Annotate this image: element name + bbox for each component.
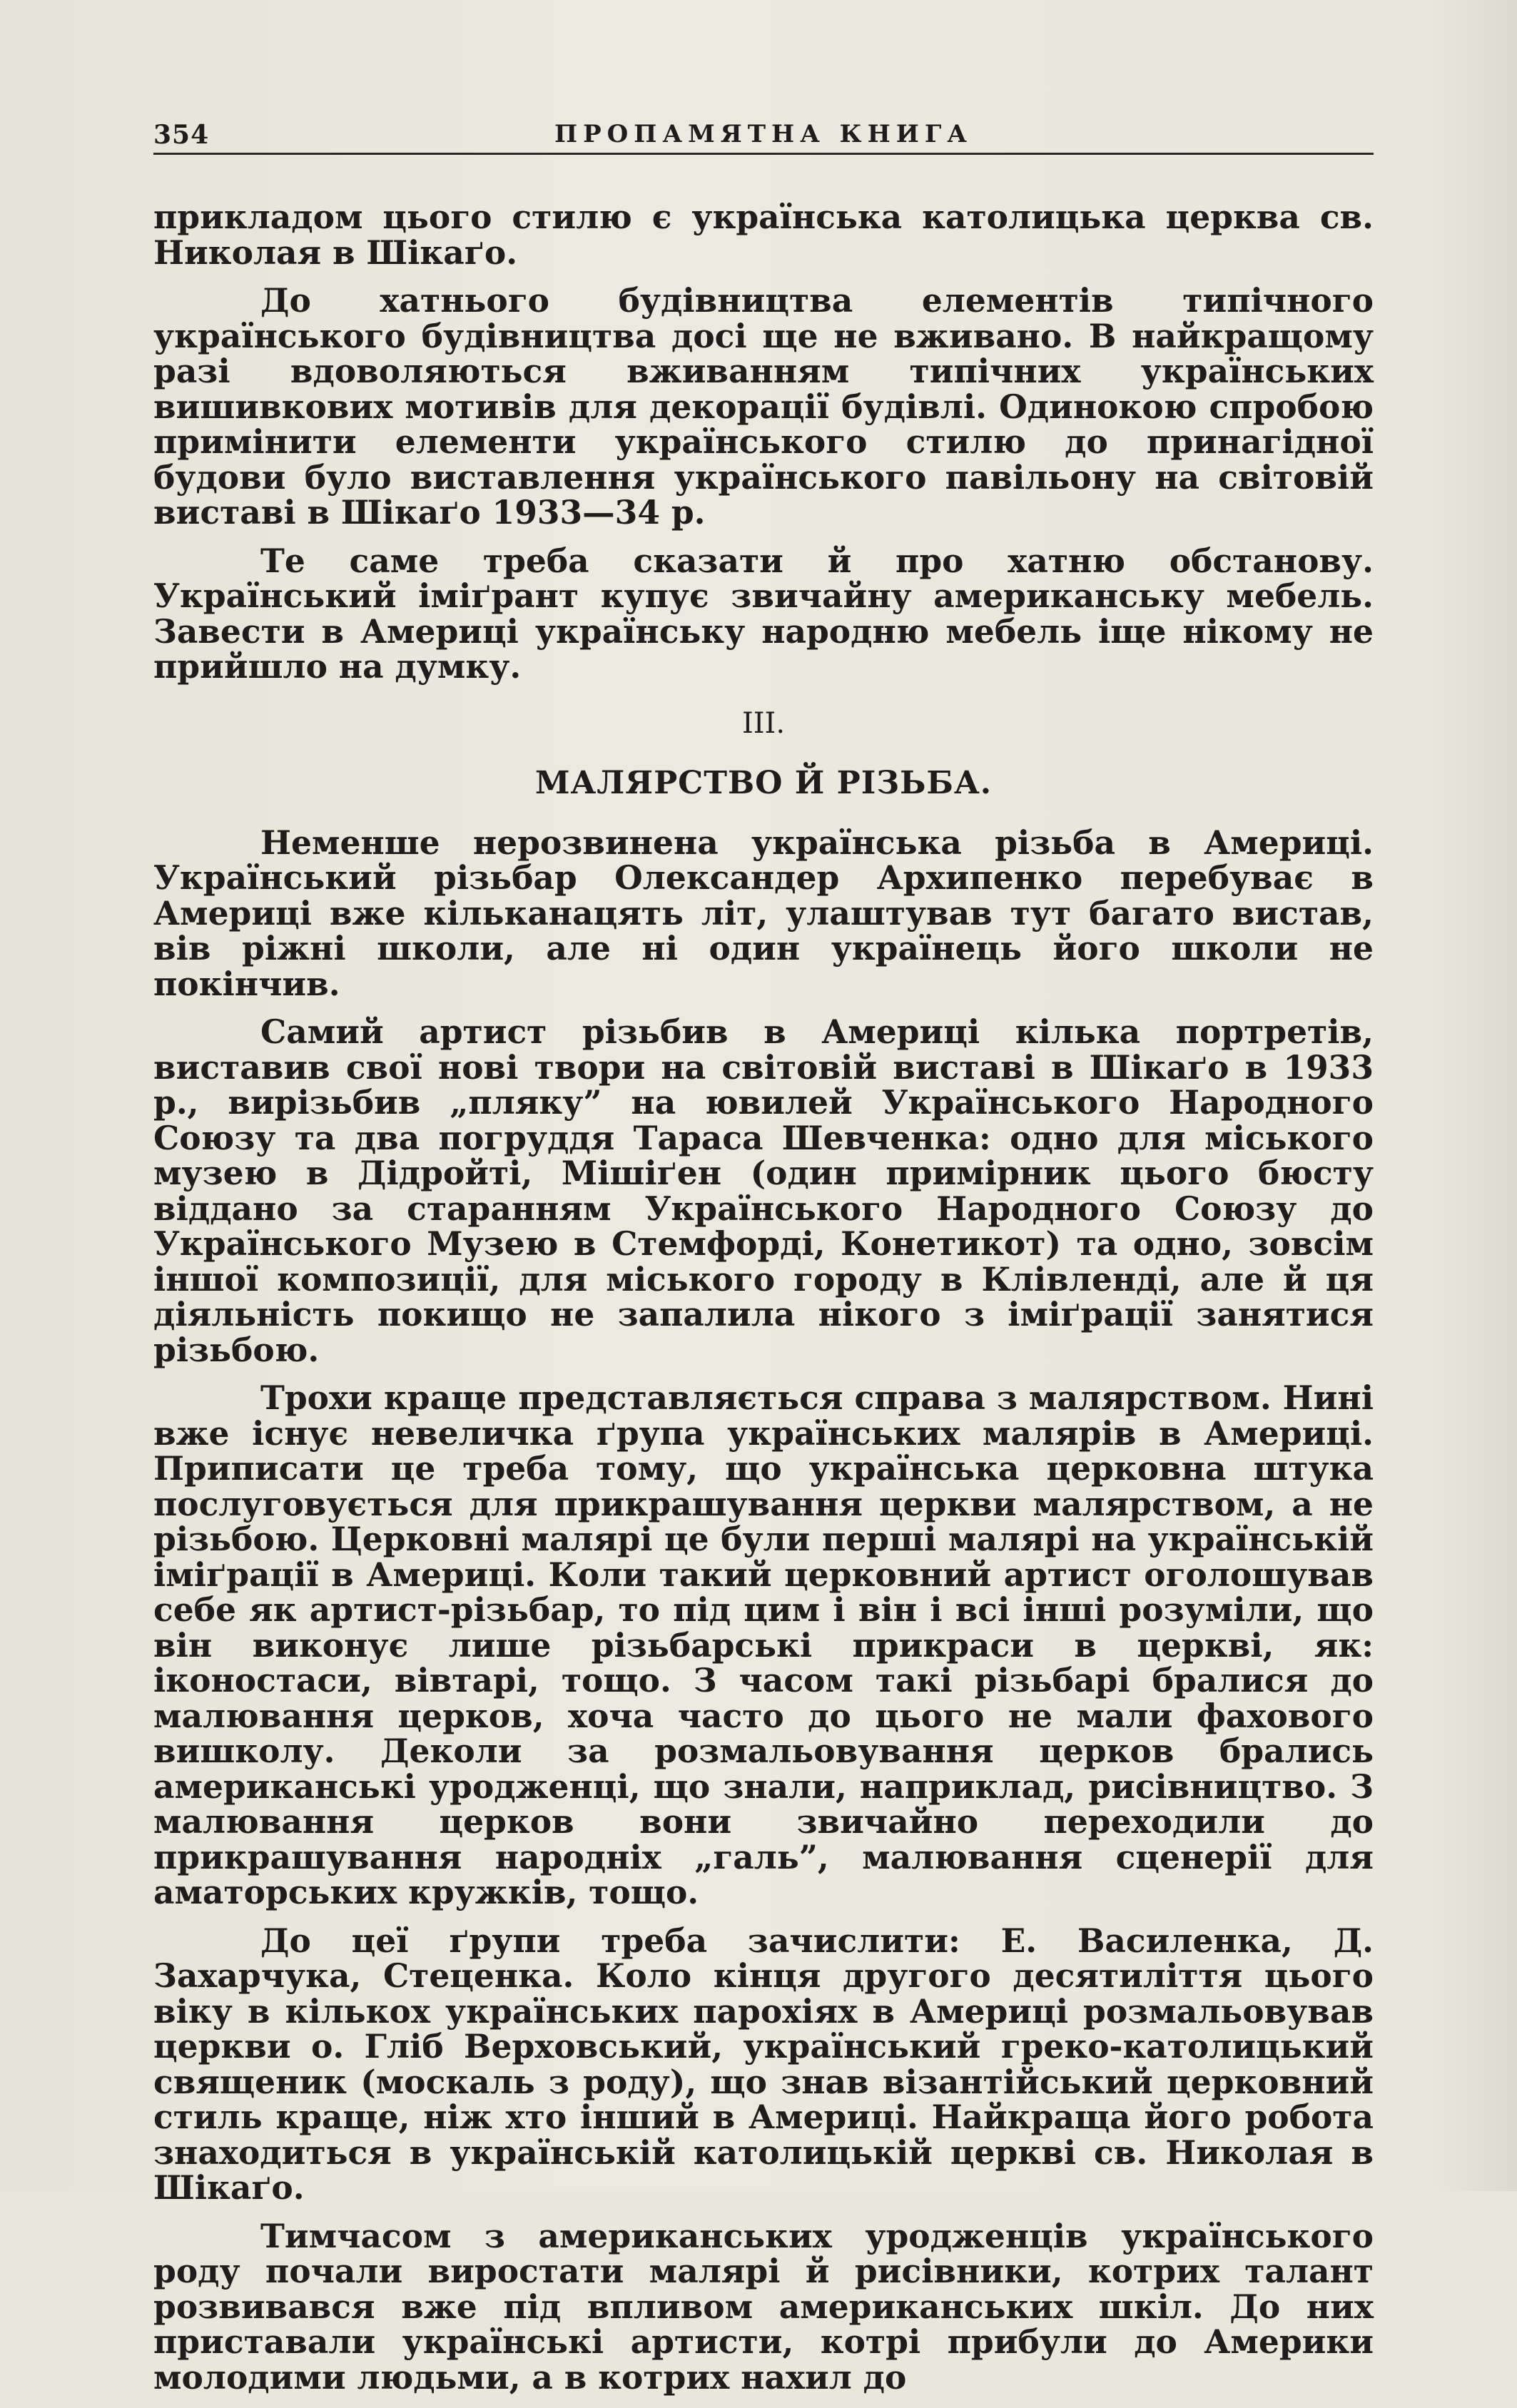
- paragraph: Самий артист різьбив в Америці кілька портретів, виставив свої нові твори на світовій виставі в Шікаґо в 1933 р., вирізьбив „пляку” на ювилей Українського Народного Союзу та два погруддя Тараса Шевченка: одно для міського музею в Дідройті, Мішіґен (один примірник цього бюсту віддано за старанням Українського Народного Союзу до Українського Музею в Стемфорді, Конетикот) та одно, зовсім іншої композиції, для міського городу в Клівленді, але й ця діяльність покищо не запалила нікого з іміґрації занятися різьбою.: [153, 1012, 1374, 1369]
- paragraph: До цеї ґрупи треба зачислити: Е. Василенка, Д. Захарчука, Стеценка. Коло кінця другого десятиліття цього віку в кількох українських парохіях в Америці розмальовував церкви о. Гліб Верховський, український греко-католицький священик (москаль з роду), що знав візантійський церковний стиль краще, ніж хто інший в Америці. Найкраща його робота знаходиться в українській католицькій церкві св. Николая в Шікаґо.: [153, 1921, 1374, 2207]
- paragraph: Тимчасом з американських уродженців українського роду почали виростати малярі й рисівники, котрих талант розвивався вже під впливом американських шкіл. До них приставали українські артисти, котрі прибули до Америки молодими людьми, а в котрих нахил до: [153, 2216, 1374, 2397]
- page-body: [153, 200, 1374, 2408]
- paragraph: Неменше нерозвинена українська різьба в Америці. Український різьбар Олександер Архипенко перебуває в Америці вже кільканацять літ, улаштував тут багато вистав, вів ріжні школи, але ні один українець його школи не покінчив.: [153, 823, 1374, 1003]
- page-number: 354: [153, 120, 210, 150]
- page-header: [153, 120, 1374, 153]
- page-edge-shadow: [1431, 0, 1517, 2191]
- paragraph: прикладом цього стилю є українська католицька церква св. Николая в Шікаґо.: [153, 198, 1374, 272]
- paragraph: Трохи краще представляється справа з малярством. Нині вже існує невеличка ґрупа українських малярів в Америці. Приписати це треба тому, що українська церковна штука послуговується для прикрашування церкви малярством, а не різьбою. Церковні малярі це були перші малярі на українській іміґрації в Америці. Коли такий церковний артист оголошував себе як артист-різьбар, то під цим і він і всі інші розуміли, що він виконує лише різьбарські прикраси в церкві, як: іконостаси, вівтарі, тощо. З часом такі різьбарі бралися до малювання церков, хоча часто до цього не мали фахового вишколу. Деколи за розмальовування церков брались американські уродженці, що знали, наприклад, рисівництво. З малювання церков вони звичайно переходили до прикрашування народніх „галь”, малювання сценерії для аматорських кружків, тощо.: [153, 1378, 1374, 1911]
- section-title: МАЛЯРСТВО Й РІЗЬБА.: [534, 765, 993, 801]
- paragraph: До хатнього будівництва елементів типічного українського будівництва досі ще не вживано. В найкращому разі вдоволяються вживанням типічних українських вишивкових мотивів для декорації будівлі. Одинокою спробою примінити елементи українського стилю до принагідної будови було виставлення українського павільону на світовій виставі в Шікаґо 1933—34 р.: [153, 281, 1374, 532]
- section-number: III.: [741, 706, 786, 740]
- header-rule: [153, 153, 1374, 155]
- paragraph: Те саме треба сказати й про хатню обстанову. Український іміґрант купує звичайну американську мебель. Завести в Америці українську народню мебель іще нікому не прийшло на думку.: [153, 541, 1374, 686]
- running-title: ПРОПАМЯТНА КНИГА: [554, 120, 973, 148]
